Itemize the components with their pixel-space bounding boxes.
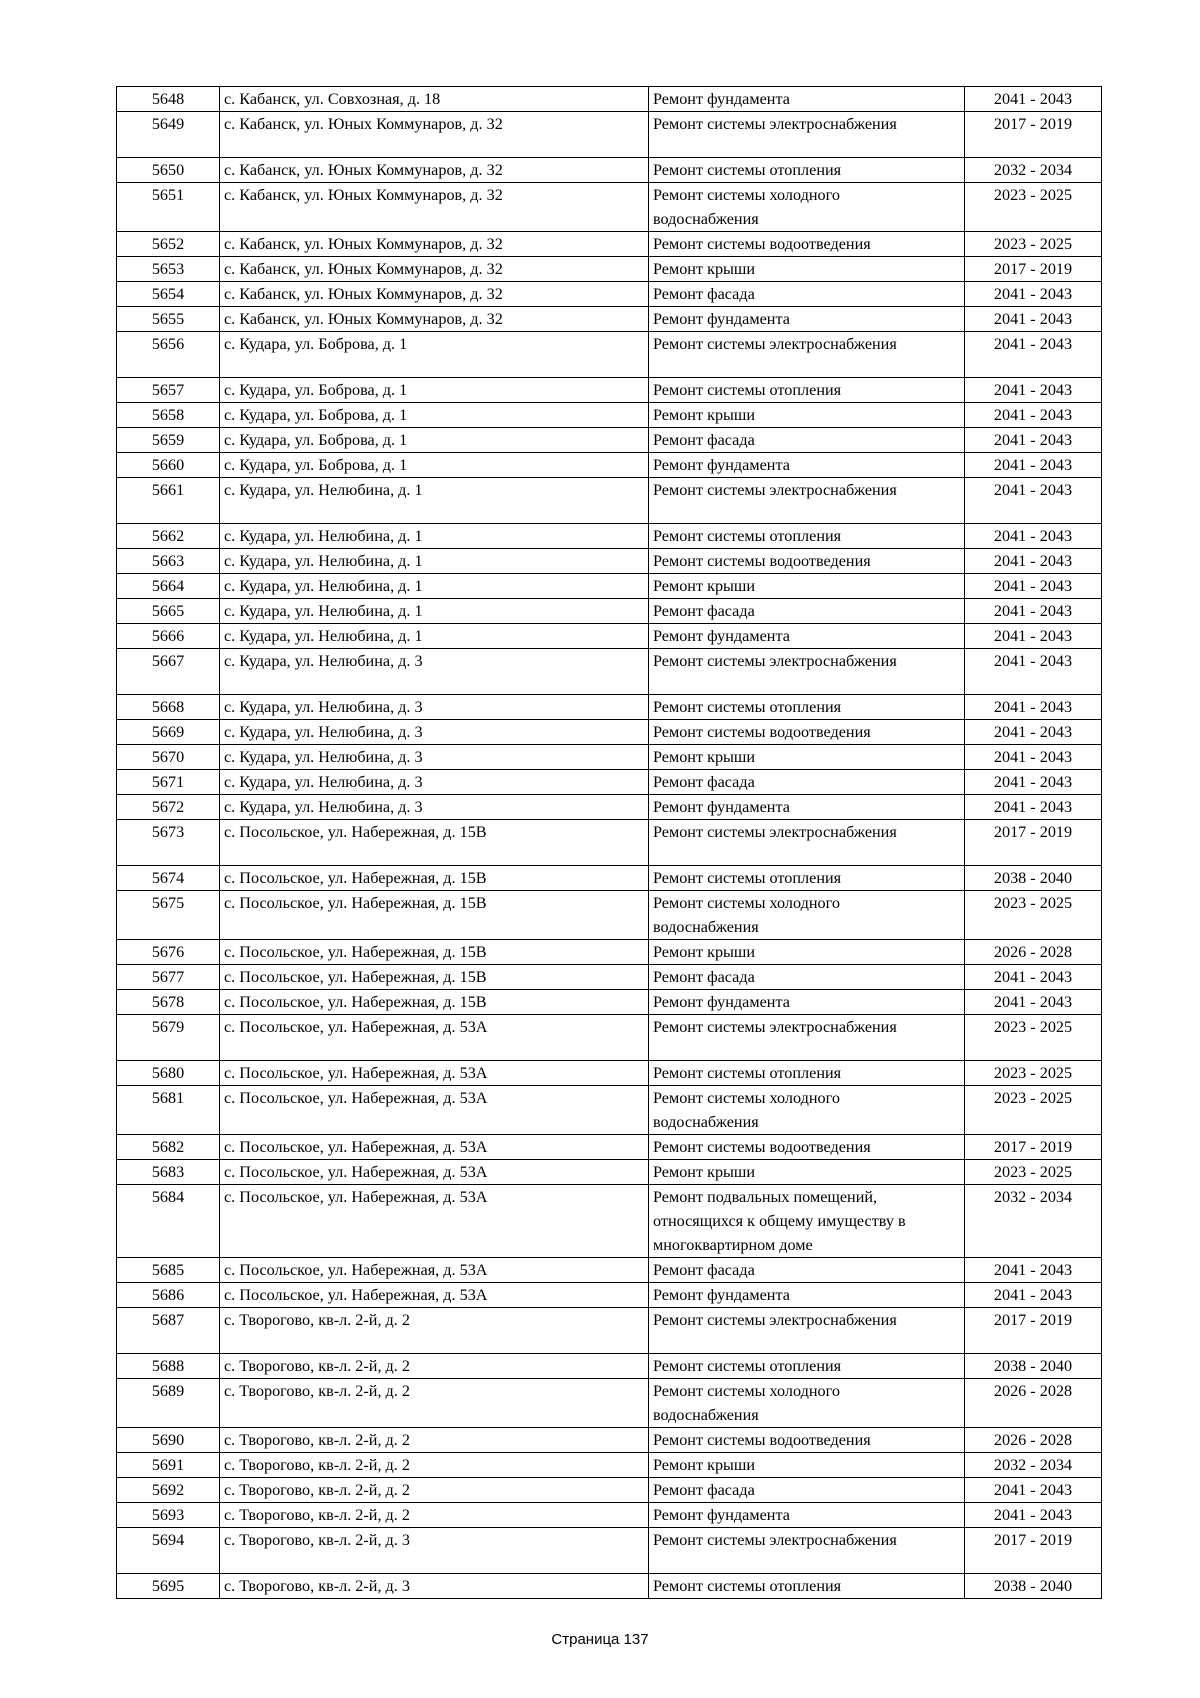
cell-period: 2041 - 2043 <box>965 1258 1102 1283</box>
cell-address: с. Посольское, ул. Набережная, д. 53А <box>220 1061 649 1086</box>
cell-period: 2023 - 2025 <box>965 1015 1102 1061</box>
cell-work-type: Ремонт системы электроснабжения <box>649 820 965 866</box>
cell-address: с. Кабанск, ул. Юных Коммунаров, д. 32 <box>220 257 649 282</box>
cell-period: 2041 - 2043 <box>965 428 1102 453</box>
table-row <box>117 1015 1102 1061</box>
cell-number: 5669 <box>117 720 220 745</box>
table-row <box>117 891 1102 940</box>
table-row <box>117 307 1102 332</box>
cell-number: 5649 <box>117 112 220 158</box>
cell-number: 5678 <box>117 990 220 1015</box>
cell-work-type: Ремонт фасада <box>649 428 965 453</box>
table-row <box>117 183 1102 232</box>
cell-number: 5668 <box>117 695 220 720</box>
cell-period: 2041 - 2043 <box>965 795 1102 820</box>
table-row <box>117 745 1102 770</box>
table-row <box>117 1308 1102 1354</box>
cell-address: с. Кудара, ул. Нелюбина, д. 1 <box>220 599 649 624</box>
cell-period: 2041 - 2043 <box>965 378 1102 403</box>
cell-number: 5675 <box>117 891 220 940</box>
cell-address: с. Посольское, ул. Набережная, д. 53А <box>220 1135 649 1160</box>
cell-work-type: Ремонт системы электроснабжения <box>649 332 965 378</box>
cell-work-type: Ремонт системы холодного водоснабжения <box>649 1379 965 1428</box>
cell-period: 2023 - 2025 <box>965 1160 1102 1185</box>
cell-period: 2041 - 2043 <box>965 307 1102 332</box>
cell-number: 5661 <box>117 478 220 524</box>
cell-work-type: Ремонт системы электроснабжения <box>649 112 965 158</box>
cell-number: 5679 <box>117 1015 220 1061</box>
cell-number: 5665 <box>117 599 220 624</box>
cell-number: 5650 <box>117 158 220 183</box>
cell-address: с. Кудара, ул. Боброва, д. 1 <box>220 403 649 428</box>
cell-period: 2038 - 2040 <box>965 866 1102 891</box>
cell-work-type: Ремонт фундамента <box>649 87 965 112</box>
cell-number: 5655 <box>117 307 220 332</box>
cell-work-type: Ремонт системы водоотведения <box>649 1135 965 1160</box>
table-row <box>117 378 1102 403</box>
table-row <box>117 332 1102 378</box>
cell-work-type: Ремонт фундамента <box>649 624 965 649</box>
table-row <box>117 158 1102 183</box>
cell-period: 2041 - 2043 <box>965 990 1102 1015</box>
cell-work-type: Ремонт системы отопления <box>649 1574 965 1599</box>
cell-work-type: Ремонт крыши <box>649 403 965 428</box>
cell-address: с. Творогово, кв-л. 2-й, д. 2 <box>220 1308 649 1354</box>
cell-work-type: Ремонт системы отопления <box>649 524 965 549</box>
cell-address: с. Кабанск, ул. Юных Коммунаров, д. 32 <box>220 183 649 232</box>
cell-period: 2041 - 2043 <box>965 745 1102 770</box>
cell-period: 2041 - 2043 <box>965 649 1102 695</box>
cell-number: 5654 <box>117 282 220 307</box>
cell-number: 5653 <box>117 257 220 282</box>
table-row <box>117 1574 1102 1599</box>
cell-work-type: Ремонт крыши <box>649 1453 965 1478</box>
cell-work-type: Ремонт системы водоотведения <box>649 1428 965 1453</box>
table-row <box>117 866 1102 891</box>
cell-address: с. Кабанск, ул. Юных Коммунаров, д. 32 <box>220 232 649 257</box>
cell-address: с. Кудара, ул. Нелюбина, д. 3 <box>220 695 649 720</box>
cell-address: с. Кудара, ул. Нелюбина, д. 3 <box>220 770 649 795</box>
cell-number: 5684 <box>117 1185 220 1258</box>
table-row <box>117 232 1102 257</box>
cell-period: 2032 - 2034 <box>965 158 1102 183</box>
table-row <box>117 649 1102 695</box>
cell-address: с. Кудара, ул. Боброва, д. 1 <box>220 428 649 453</box>
table-row <box>117 403 1102 428</box>
cell-address: с. Кабанск, ул. Совхозная, д. 18 <box>220 87 649 112</box>
table-row <box>117 1528 1102 1574</box>
cell-number: 5657 <box>117 378 220 403</box>
cell-work-type: Ремонт фундамента <box>649 1503 965 1528</box>
cell-period: 2041 - 2043 <box>965 770 1102 795</box>
cell-period: 2041 - 2043 <box>965 720 1102 745</box>
cell-period: 2041 - 2043 <box>965 332 1102 378</box>
cell-number: 5682 <box>117 1135 220 1160</box>
cell-work-type: Ремонт системы отопления <box>649 378 965 403</box>
cell-work-type: Ремонт системы отопления <box>649 1061 965 1086</box>
cell-work-type: Ремонт системы отопления <box>649 866 965 891</box>
table-row <box>117 1478 1102 1503</box>
cell-address: с. Посольское, ул. Набережная, д. 15В <box>220 891 649 940</box>
cell-number: 5671 <box>117 770 220 795</box>
cell-number: 5666 <box>117 624 220 649</box>
cell-number: 5680 <box>117 1061 220 1086</box>
table-row <box>117 478 1102 524</box>
cell-number: 5685 <box>117 1258 220 1283</box>
cell-period: 2041 - 2043 <box>965 1478 1102 1503</box>
cell-number: 5670 <box>117 745 220 770</box>
cell-work-type: Ремонт крыши <box>649 574 965 599</box>
cell-period: 2041 - 2043 <box>965 965 1102 990</box>
table-row <box>117 1061 1102 1086</box>
cell-period: 2023 - 2025 <box>965 1086 1102 1135</box>
cell-number: 5659 <box>117 428 220 453</box>
cell-address: с. Кудара, ул. Нелюбина, д. 1 <box>220 549 649 574</box>
cell-address: с. Творогово, кв-л. 2-й, д. 2 <box>220 1379 649 1428</box>
cell-period: 2041 - 2043 <box>965 87 1102 112</box>
table-row <box>117 940 1102 965</box>
table-row <box>117 965 1102 990</box>
table-row <box>117 820 1102 866</box>
cell-number: 5676 <box>117 940 220 965</box>
table-row <box>117 770 1102 795</box>
cell-address: с. Посольское, ул. Набережная, д. 15В <box>220 965 649 990</box>
cell-number: 5689 <box>117 1379 220 1428</box>
cell-work-type: Ремонт системы холодного водоснабжения <box>649 891 965 940</box>
cell-period: 2017 - 2019 <box>965 820 1102 866</box>
cell-work-type: Ремонт крыши <box>649 745 965 770</box>
cell-address: с. Творогово, кв-л. 2-й, д. 2 <box>220 1453 649 1478</box>
table-row <box>117 990 1102 1015</box>
cell-work-type: Ремонт фундамента <box>649 990 965 1015</box>
cell-work-type: Ремонт фасада <box>649 282 965 307</box>
cell-number: 5658 <box>117 403 220 428</box>
cell-address: с. Творогово, кв-л. 2-й, д. 2 <box>220 1354 649 1379</box>
cell-period: 2041 - 2043 <box>965 574 1102 599</box>
cell-number: 5686 <box>117 1283 220 1308</box>
cell-period: 2041 - 2043 <box>965 695 1102 720</box>
cell-period: 2017 - 2019 <box>965 112 1102 158</box>
cell-number: 5677 <box>117 965 220 990</box>
cell-address: с. Кабанск, ул. Юных Коммунаров, д. 32 <box>220 282 649 307</box>
table-row <box>117 428 1102 453</box>
cell-number: 5672 <box>117 795 220 820</box>
cell-number: 5674 <box>117 866 220 891</box>
cell-work-type: Ремонт системы электроснабжения <box>649 649 965 695</box>
cell-work-type: Ремонт крыши <box>649 1160 965 1185</box>
cell-period: 2038 - 2040 <box>965 1574 1102 1599</box>
cell-address: с. Творогово, кв-л. 2-й, д. 3 <box>220 1528 649 1574</box>
cell-period: 2032 - 2034 <box>965 1185 1102 1258</box>
cell-address: с. Кудара, ул. Нелюбина, д. 1 <box>220 524 649 549</box>
cell-work-type: Ремонт системы отопления <box>649 158 965 183</box>
cell-work-type: Ремонт крыши <box>649 257 965 282</box>
cell-period: 2041 - 2043 <box>965 599 1102 624</box>
cell-period: 2023 - 2025 <box>965 1061 1102 1086</box>
cell-period: 2017 - 2019 <box>965 1308 1102 1354</box>
table-row <box>117 1160 1102 1185</box>
cell-work-type: Ремонт системы водоотведения <box>649 232 965 257</box>
table-row <box>117 695 1102 720</box>
table-row <box>117 1283 1102 1308</box>
cell-address: с. Посольское, ул. Набережная, д. 53А <box>220 1185 649 1258</box>
cell-period: 2023 - 2025 <box>965 891 1102 940</box>
cell-period: 2026 - 2028 <box>965 1379 1102 1428</box>
cell-period: 2017 - 2019 <box>965 257 1102 282</box>
cell-address: с. Кудара, ул. Боброва, д. 1 <box>220 332 649 378</box>
cell-period: 2017 - 2019 <box>965 1528 1102 1574</box>
cell-address: с. Кудара, ул. Нелюбина, д. 1 <box>220 478 649 524</box>
table-row <box>117 87 1102 112</box>
cell-address: с. Посольское, ул. Набережная, д. 53А <box>220 1015 649 1061</box>
cell-address: с. Кудара, ул. Нелюбина, д. 3 <box>220 720 649 745</box>
cell-period: 2017 - 2019 <box>965 1135 1102 1160</box>
cell-address: с. Посольское, ул. Набережная, д. 53А <box>220 1160 649 1185</box>
table-row <box>117 1185 1102 1258</box>
cell-address: с. Кудара, ул. Нелюбина, д. 1 <box>220 574 649 599</box>
cell-number: 5695 <box>117 1574 220 1599</box>
table-row <box>117 1086 1102 1135</box>
cell-number: 5690 <box>117 1428 220 1453</box>
cell-work-type: Ремонт фасада <box>649 1258 965 1283</box>
cell-work-type: Ремонт системы холодного водоснабжения <box>649 183 965 232</box>
cell-work-type: Ремонт системы электроснабжения <box>649 1528 965 1574</box>
cell-work-type: Ремонт системы электроснабжения <box>649 478 965 524</box>
table-row <box>117 1135 1102 1160</box>
cell-period: 2041 - 2043 <box>965 453 1102 478</box>
table-row <box>117 795 1102 820</box>
cell-period: 2032 - 2034 <box>965 1453 1102 1478</box>
cell-period: 2038 - 2040 <box>965 1354 1102 1379</box>
cell-address: с. Посольское, ул. Набережная, д. 15В <box>220 866 649 891</box>
cell-work-type: Ремонт фундамента <box>649 307 965 332</box>
cell-work-type: Ремонт фундамента <box>649 453 965 478</box>
cell-period: 2023 - 2025 <box>965 232 1102 257</box>
cell-address: с. Посольское, ул. Набережная, д. 15В <box>220 820 649 866</box>
repair-schedule-table <box>116 86 1102 1599</box>
table-row <box>117 524 1102 549</box>
table-row <box>117 257 1102 282</box>
table-row <box>117 624 1102 649</box>
table-row <box>117 574 1102 599</box>
cell-work-type: Ремонт системы электроснабжения <box>649 1015 965 1061</box>
table-row <box>117 1503 1102 1528</box>
cell-address: с. Кудара, ул. Нелюбина, д. 3 <box>220 745 649 770</box>
cell-period: 2041 - 2043 <box>965 524 1102 549</box>
cell-address: с. Кабанск, ул. Юных Коммунаров, д. 32 <box>220 112 649 158</box>
cell-period: 2041 - 2043 <box>965 1283 1102 1308</box>
cell-address: с. Кабанск, ул. Юных Коммунаров, д. 32 <box>220 158 649 183</box>
cell-number: 5652 <box>117 232 220 257</box>
cell-work-type: Ремонт системы холодного водоснабжения <box>649 1086 965 1135</box>
cell-work-type: Ремонт системы отопления <box>649 1354 965 1379</box>
cell-address: с. Творогово, кв-л. 2-й, д. 2 <box>220 1478 649 1503</box>
cell-work-type: Ремонт фундамента <box>649 1283 965 1308</box>
cell-number: 5664 <box>117 574 220 599</box>
cell-number: 5663 <box>117 549 220 574</box>
cell-address: с. Творогово, кв-л. 2-й, д. 2 <box>220 1428 649 1453</box>
cell-address: с. Кудара, ул. Боброва, д. 1 <box>220 378 649 403</box>
cell-work-type: Ремонт системы электроснабжения <box>649 1308 965 1354</box>
cell-number: 5691 <box>117 1453 220 1478</box>
table-row <box>117 1379 1102 1428</box>
cell-number: 5651 <box>117 183 220 232</box>
cell-period: 2026 - 2028 <box>965 1428 1102 1453</box>
cell-number: 5688 <box>117 1354 220 1379</box>
cell-address: с. Кудара, ул. Нелюбина, д. 3 <box>220 795 649 820</box>
cell-number: 5660 <box>117 453 220 478</box>
cell-period: 2041 - 2043 <box>965 1503 1102 1528</box>
table-row <box>117 1258 1102 1283</box>
cell-work-type: Ремонт фасада <box>649 965 965 990</box>
cell-number: 5692 <box>117 1478 220 1503</box>
table-row <box>117 1354 1102 1379</box>
cell-period: 2041 - 2043 <box>965 403 1102 428</box>
cell-number: 5662 <box>117 524 220 549</box>
cell-work-type: Ремонт подвальных помещений, относящихся к общему имуществу в многоквартирном доме <box>649 1185 965 1258</box>
cell-address: с. Творогово, кв-л. 2-й, д. 3 <box>220 1574 649 1599</box>
cell-work-type: Ремонт фасада <box>649 599 965 624</box>
cell-number: 5667 <box>117 649 220 695</box>
cell-number: 5687 <box>117 1308 220 1354</box>
cell-work-type: Ремонт системы водоотведения <box>649 549 965 574</box>
cell-address: с. Посольское, ул. Набережная, д. 53А <box>220 1283 649 1308</box>
table-body <box>117 87 1102 1599</box>
cell-number: 5648 <box>117 87 220 112</box>
cell-work-type: Ремонт фасада <box>649 770 965 795</box>
cell-period: 2041 - 2043 <box>965 478 1102 524</box>
table-row <box>117 549 1102 574</box>
cell-address: с. Посольское, ул. Набережная, д. 53А <box>220 1086 649 1135</box>
cell-address: с. Посольское, ул. Набережная, д. 15В <box>220 940 649 965</box>
cell-work-type: Ремонт системы водоотведения <box>649 720 965 745</box>
cell-number: 5673 <box>117 820 220 866</box>
cell-address: с. Кабанск, ул. Юных Коммунаров, д. 32 <box>220 307 649 332</box>
table-row <box>117 720 1102 745</box>
cell-number: 5656 <box>117 332 220 378</box>
cell-period: 2041 - 2043 <box>965 624 1102 649</box>
cell-period: 2023 - 2025 <box>965 183 1102 232</box>
table-row <box>117 282 1102 307</box>
table-row <box>117 1453 1102 1478</box>
table-row <box>117 1428 1102 1453</box>
cell-number: 5681 <box>117 1086 220 1135</box>
table-row <box>117 112 1102 158</box>
table-row <box>117 453 1102 478</box>
cell-period: 2041 - 2043 <box>965 282 1102 307</box>
cell-address: с. Творогово, кв-л. 2-й, д. 2 <box>220 1503 649 1528</box>
cell-number: 5683 <box>117 1160 220 1185</box>
cell-period: 2026 - 2028 <box>965 940 1102 965</box>
table-row <box>117 599 1102 624</box>
cell-work-type: Ремонт системы отопления <box>649 695 965 720</box>
cell-address: с. Кудара, ул. Боброва, д. 1 <box>220 453 649 478</box>
cell-work-type: Ремонт фундамента <box>649 795 965 820</box>
cell-number: 5694 <box>117 1528 220 1574</box>
cell-address: с. Посольское, ул. Набережная, д. 53А <box>220 1258 649 1283</box>
cell-work-type: Ремонт фасада <box>649 1478 965 1503</box>
cell-work-type: Ремонт крыши <box>649 940 965 965</box>
cell-address: с. Посольское, ул. Набережная, д. 15В <box>220 990 649 1015</box>
cell-address: с. Кудара, ул. Нелюбина, д. 1 <box>220 624 649 649</box>
cell-address: с. Кудара, ул. Нелюбина, д. 3 <box>220 649 649 695</box>
cell-number: 5693 <box>117 1503 220 1528</box>
cell-period: 2041 - 2043 <box>965 549 1102 574</box>
page-number: Страница 137 <box>551 1631 649 1648</box>
